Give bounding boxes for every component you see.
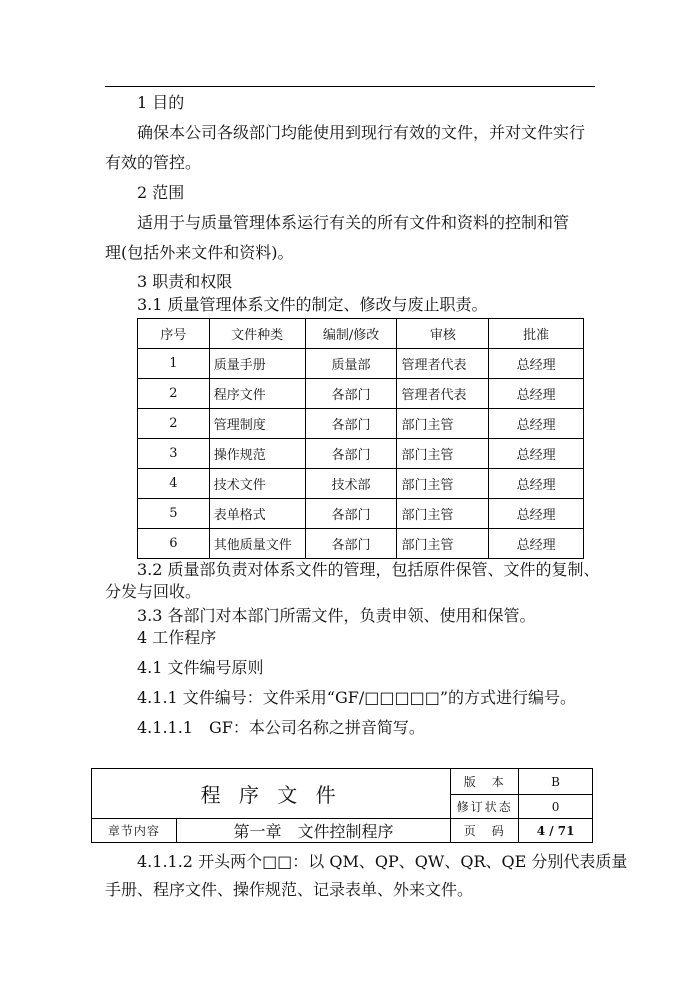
responsibility-table <box>137 318 584 559</box>
section-4-1-1: 4.1.1 文件编号：文件采用“GF/□□□□□”的方式进行编号。 <box>137 688 577 707</box>
table-cell: 部门主管 <box>397 409 489 439</box>
table-cell: 各部门 <box>305 439 397 469</box>
section-3-3: 3.3 各部门对本部门所需文件，负责申领、使用和保管。 <box>137 606 536 625</box>
section-4-1-1-1: 4.1.1.1 GF：本公司名称之拼音简写。 <box>137 718 425 737</box>
section-2-body-line-1: 适用于与质量管理体系运行有关的所有文件和资料的控制和管 <box>137 213 570 232</box>
table-cell: 各部门 <box>305 409 397 439</box>
section-1-body-line-2: 有效的管控。 <box>105 153 202 172</box>
table-row <box>138 439 584 469</box>
table-cell: 总经理 <box>489 499 584 529</box>
section-1-heading: 1 目的 <box>137 93 185 112</box>
table-cell: 4 <box>138 469 210 499</box>
section-3-2-line-1: 3.2 质量部负责对体系文件的管理，包括原件保管、文件的复制、 <box>137 560 600 579</box>
table-cell: 总经理 <box>489 529 584 559</box>
table-cell: 总经理 <box>489 409 584 439</box>
table-cell: 操作规范 <box>209 439 305 469</box>
section-2-body-line-2: 理(包括外来文件和资料)。 <box>105 243 294 262</box>
header-cell-index: 序号 <box>138 319 210 349</box>
table-cell: 表单格式 <box>209 499 305 529</box>
table-cell: 部门主管 <box>397 499 489 529</box>
table-cell: 总经理 <box>489 349 584 379</box>
table-cell: 其他质量文件 <box>209 529 305 559</box>
header-cell-author: 编制/修改 <box>305 319 397 349</box>
footer-page-label: 页 码 <box>451 819 519 843</box>
section-4-1-1-2-line-1: 4.1.1.2 开头两个□□：以 QM、QP、QW、QR、QE 分别代表质量 <box>137 852 628 871</box>
table-row <box>138 499 584 529</box>
table-row <box>138 409 584 439</box>
header-cell-review: 审核 <box>397 319 489 349</box>
table-row <box>138 529 584 559</box>
footer-revision-value: 0 <box>519 795 593 819</box>
table-cell: 管理制度 <box>209 409 305 439</box>
table-cell: 1 <box>138 349 210 379</box>
table-cell: 总经理 <box>489 439 584 469</box>
footer-version-label: 版 本 <box>451 769 519 795</box>
section-1-body-line-1: 确保本公司各级部门均能使用到现行有效的文件，并对文件实行 <box>137 123 586 142</box>
table-row <box>138 349 584 379</box>
table-cell: 质量部 <box>305 349 397 379</box>
header-cell-doc-type: 文件种类 <box>209 319 305 349</box>
header-rule <box>105 86 595 87</box>
header-cell-approve: 批准 <box>489 319 584 349</box>
table-cell: 各部门 <box>305 529 397 559</box>
section-3-1: 3.1 质量管理体系文件的制定、修改与废止职责。 <box>137 295 488 314</box>
table-header-row <box>138 319 584 349</box>
table-cell: 2 <box>138 379 210 409</box>
footer-page-number: 4 / 71 <box>519 819 593 843</box>
table-cell: 部门主管 <box>397 529 489 559</box>
table-cell: 各部门 <box>305 379 397 409</box>
section-3-2-line-2: 分发与回收。 <box>105 582 202 601</box>
table-cell: 部门主管 <box>397 469 489 499</box>
footer-version-value: B <box>519 769 593 795</box>
table-cell: 程序文件 <box>209 379 305 409</box>
table-row <box>138 469 584 499</box>
table-cell: 各部门 <box>305 499 397 529</box>
table-cell: 质量手册 <box>209 349 305 379</box>
table-cell: 5 <box>138 499 210 529</box>
footer-table <box>91 768 593 843</box>
footer-section-label: 章节内容 <box>92 819 177 843</box>
table-cell: 总经理 <box>489 379 584 409</box>
footer-chapter-title: 第一章 文件控制程序 <box>176 819 450 843</box>
table-cell: 部门主管 <box>397 439 489 469</box>
table-cell: 技术文件 <box>209 469 305 499</box>
section-4-1: 4.1 文件编号原则 <box>137 658 264 677</box>
table-cell: 2 <box>138 409 210 439</box>
section-3-heading: 3 职责和权限 <box>137 272 233 291</box>
table-row <box>138 379 584 409</box>
footer-revision-label: 修订状态 <box>451 795 519 819</box>
table-cell: 技术部 <box>305 469 397 499</box>
table-cell: 管理者代表 <box>397 379 489 409</box>
section-4-heading: 4 工作程序 <box>137 628 217 647</box>
section-2-heading: 2 范围 <box>137 183 185 202</box>
table-cell: 3 <box>138 439 210 469</box>
table-cell: 管理者代表 <box>397 349 489 379</box>
table-cell: 6 <box>138 529 210 559</box>
table-cell: 总经理 <box>489 469 584 499</box>
section-4-1-1-2-line-2: 手册、程序文件、操作规范、记录表单、外来文件。 <box>105 880 474 899</box>
footer-doc-title: 程 序 文 件 <box>92 769 451 819</box>
